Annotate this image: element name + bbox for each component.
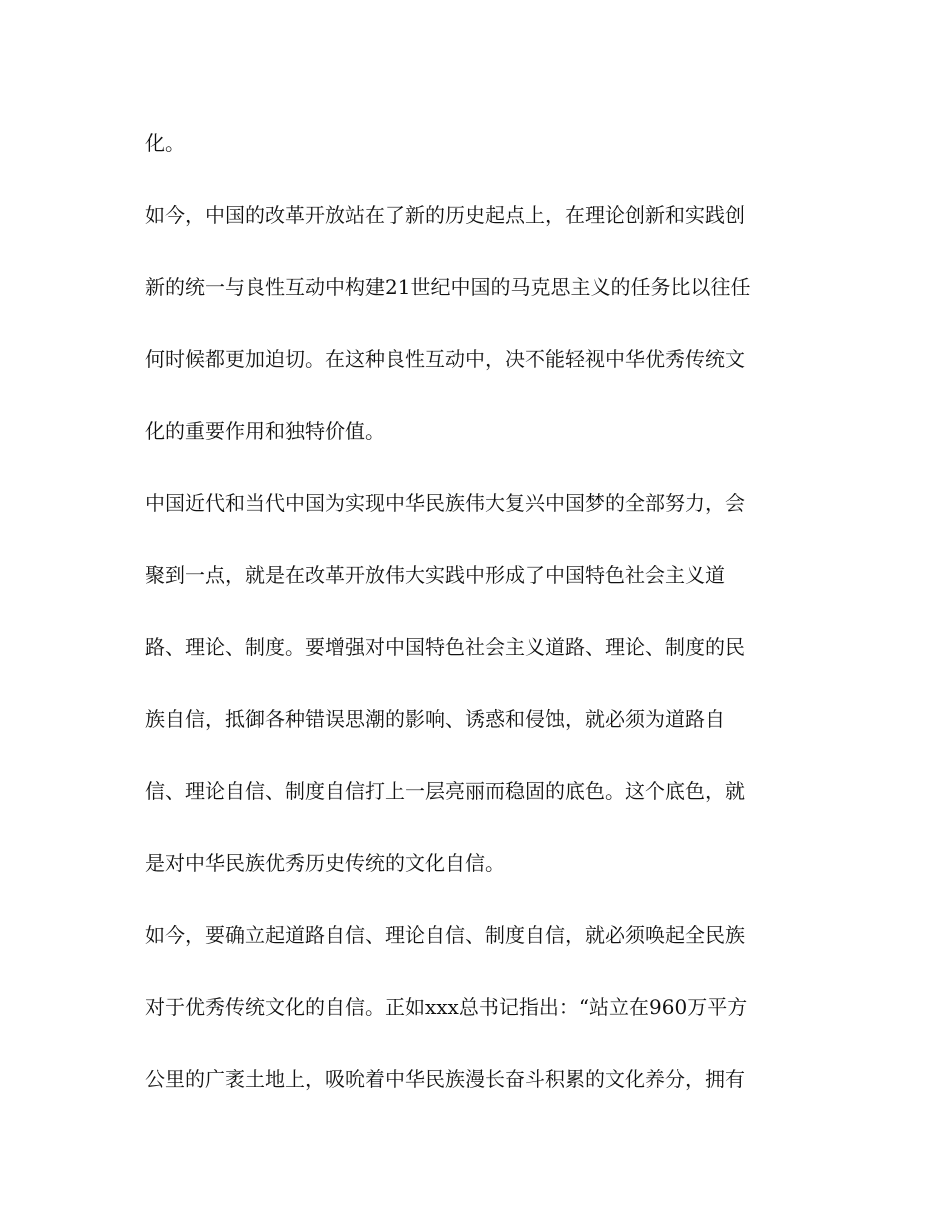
text-line-7: 聚到一点，就是在改革开放伟大实践中形成了中国特色社会主义道 xyxy=(145,563,725,587)
text-line-3: 新的统一与良性互动中构建21世纪中国的马克思主义的任务比以往任 xyxy=(145,275,751,299)
text-line-8: 路、理论、制度。要增强对中国特色社会主义道路、理论、制度的民 xyxy=(145,635,745,659)
text-line-2: 如今，中国的改革开放站在了新的历史起点上，在理论创新和实践创 xyxy=(145,203,745,227)
text-line-10: 信、理论自信、制度自信打上一层亮丽而稳固的底色。这个底色，就 xyxy=(145,779,745,803)
text-line-13: 对于优秀传统文化的自信。正如xxx总书记指出：“站立在960万平方 xyxy=(145,995,748,1019)
text-line-4: 何时候都更加迫切。在这种良性互动中，决不能轻视中华优秀传统文 xyxy=(145,347,745,371)
text-line-12: 如今，要确立起道路自信、理论自信、制度自信，就必须唤起全民族 xyxy=(145,923,745,947)
text-line-1: 化。 xyxy=(145,131,185,155)
text-line-11: 是对中华民族优秀历史传统的文化自信。 xyxy=(145,851,505,875)
text-line-6: 中国近代和当代中国为实现中华民族伟大复兴中国梦的全部努力，会 xyxy=(145,491,745,515)
text-line-5: 化的重要作用和独特价值。 xyxy=(145,419,385,443)
text-line-14: 公里的广袤土地上，吸吮着中华民族漫长奋斗积累的文化养分，拥有 xyxy=(145,1067,745,1091)
text-line-9: 族自信，抵御各种错误思潮的影响、诱惑和侵蚀，就必须为道路自 xyxy=(145,707,725,731)
